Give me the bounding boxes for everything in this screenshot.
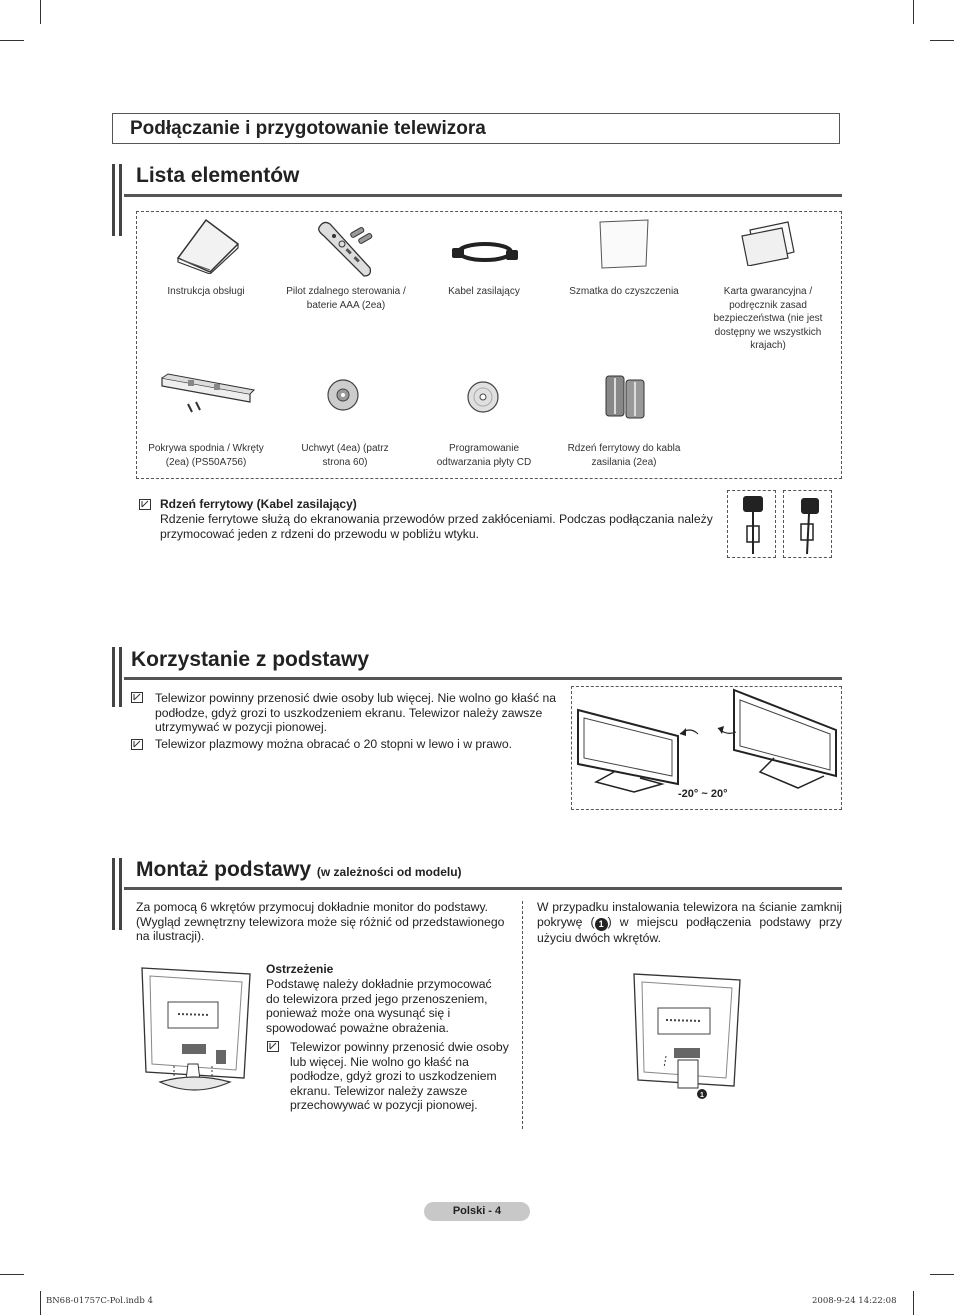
ferrite-note-text: Rdzenie ferrytowe służą do ekranowania przewodów przed zakłóceniami. Podczas podłączania należy przymocować jeden z rdzeni do przewodu w pobliżu wtyku. — [160, 512, 713, 541]
warning-title: Ostrzeżenie — [266, 962, 334, 976]
mounting-intro: Za pomocą 6 wkrętów przymocuj dokładnie monitor do podstawy. (Wygląd zewnętrzny telewizora może się różnić od przedstawionego na ilustracji). — [136, 900, 505, 943]
page-title-box — [112, 113, 840, 144]
section-rule — [124, 677, 842, 680]
tv-back-with-cover-illustration — [630, 972, 744, 1104]
ferrite-note-title: Rdzeń ferrytowy (Kabel zasilający) — [160, 497, 357, 511]
section-rule — [124, 194, 842, 197]
crop-mark — [913, 0, 914, 24]
section-bar — [112, 647, 122, 707]
tv-rotation-illustration — [574, 688, 840, 796]
svg-text:1: 1 — [700, 1092, 704, 1099]
page-number-badge — [424, 1202, 530, 1221]
manual-icon — [170, 214, 242, 274]
section-title-mounting — [136, 858, 462, 882]
ferrite-core-icon — [602, 374, 650, 420]
bottom-cover-icon — [158, 370, 256, 416]
section-title-components: Lista elementów — [136, 164, 300, 187]
page-number: Polski - 4 — [452, 1205, 502, 1217]
component-label-ferrite: Rdzeń ferrytowy do kabla zasilania (2ea) — [567, 443, 681, 468]
cover-marker-number: 1 — [598, 918, 604, 929]
wall-mount-text-a: W przypadku instalowania telewizora na ścianie zamknij pokrywę ( — [537, 900, 842, 929]
component-label-bottom-cover: Pokrywa spodnia / Wkręty (2ea) (PS50A756) — [148, 443, 264, 468]
wall-mount-text — [537, 900, 842, 945]
file-slug: BN68-01757C-Pol.indb 4 — [46, 1296, 153, 1306]
note-icon — [131, 692, 143, 703]
page-title: Podłączanie i przygotowanie telewizora — [130, 118, 486, 139]
crop-mark — [40, 1291, 41, 1315]
warning-note: Telewizor powinny przenosić dwie osoby lub więcej. Nie wolno go kłaść na podłodze, gdyż grozi to uszkodzeniem ekranu. Telewizor należy zawsze przechowywać w pozycji pionowej. — [290, 1040, 509, 1112]
rotation-range-label: -20° ~ 20° — [678, 788, 728, 800]
remote-control-icon — [312, 216, 382, 282]
note-icon — [267, 1041, 279, 1052]
stand-note-carry: Telewizor powinny przenosić dwie osoby lub więcej. Nie wolno go kłaść na podłodze, gdyż grozi to uszkodzeniem ekranu. Telewizor należy zawsze utrzymywać w pozycji pionowej. — [155, 691, 557, 734]
note-icon — [139, 499, 151, 510]
crop-mark — [930, 40, 954, 41]
component-label-cd: Programowanie odtwarzania płyty CD — [436, 443, 532, 468]
section-bar — [112, 858, 122, 930]
crop-mark — [930, 1274, 954, 1275]
plug-with-ferrite-icon — [731, 492, 773, 556]
component-label-warranty: Karta gwarancyjna / podręcznik zasad bezpieczeństwa (nie jest dostępny we wszystkich krajach) — [713, 286, 823, 351]
wall-mount-text-b: ) w miejscu podłączenia podstawy przy użyciu dwóch wkrętów. — [537, 914, 842, 945]
component-label-power-cable: Kabel zasilający — [448, 286, 520, 297]
component-label-cloth: Szmatka do czyszczenia — [569, 286, 679, 297]
print-timestamp: 2008-9-24 14:22:08 — [812, 1296, 897, 1306]
cd-icon — [466, 380, 500, 414]
stand-note-rotate: Telewizor plazmowy można obracać o 20 stopni w lewo i w prawo. — [155, 737, 512, 751]
column-divider — [522, 901, 523, 1129]
crop-mark — [0, 40, 24, 41]
section-title-stand: Korzystanie z podstawy — [131, 648, 370, 671]
component-label-manual: Instrukcja obsługi — [167, 286, 245, 297]
cover-marker — [595, 918, 608, 931]
component-label-holder: Uchwyt (4ea) (patrz strona 60) — [301, 443, 389, 468]
crop-mark — [0, 1274, 24, 1275]
mounting-title: Montaż podstawy — [136, 858, 312, 881]
section-rule — [124, 887, 842, 890]
holder-ring-icon — [326, 378, 360, 412]
component-label-remote: Pilot zdalnego sterowania / baterie AAA (2ea) — [286, 286, 406, 311]
power-cable-icon — [450, 236, 520, 272]
cleaning-cloth-icon — [596, 218, 652, 270]
crop-mark — [40, 0, 41, 24]
warranty-card-icon — [740, 220, 796, 266]
section-bar — [112, 164, 122, 236]
mounting-subtitle: (w zależności od modelu) — [316, 865, 462, 879]
warning-text: Podstawę należy dokładnie przymocować do telewizora przed jego przenoszeniem, ponieważ może ona wysunąć się i spowodować poważne obrażenia. — [266, 977, 492, 1035]
note-icon — [131, 739, 143, 750]
tv-back-with-stand-illustration — [138, 964, 254, 1110]
crop-mark — [913, 1291, 914, 1315]
angled-plug-with-ferrite-icon — [787, 492, 829, 556]
